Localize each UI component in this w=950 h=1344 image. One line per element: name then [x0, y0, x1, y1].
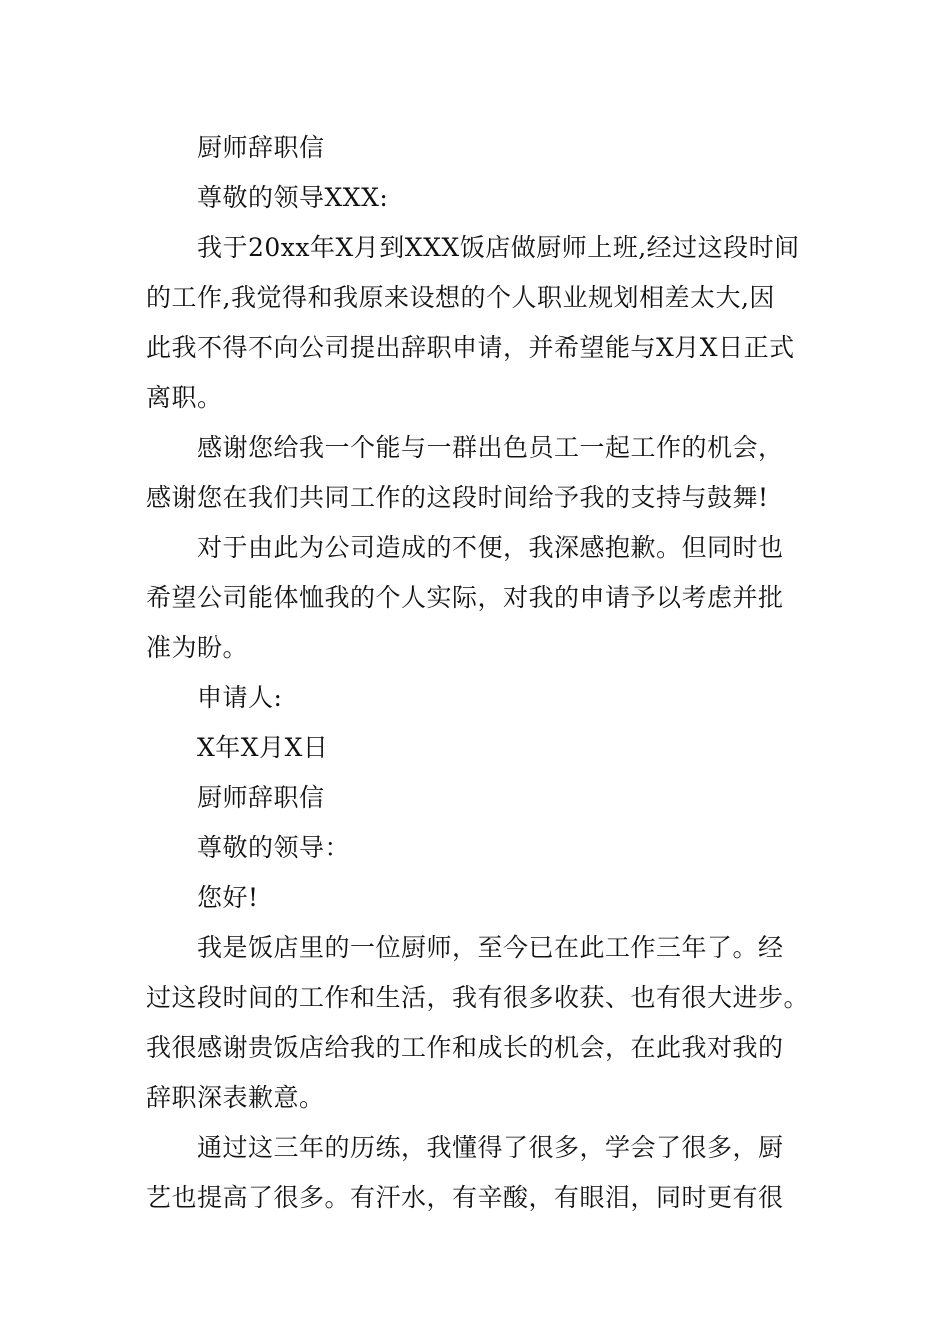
paragraph-line: 辞职深表歉意。	[146, 1083, 325, 1112]
applicant-label: 申请人:	[197, 683, 283, 712]
paragraph-line: 艺也提高了很多。有汗水，有辛酸，有眼泪，同时更有很	[146, 1183, 784, 1212]
paragraph-line: 感谢您在我们共同工作的这段时间给予我的支持与鼓舞!	[146, 483, 769, 512]
salutation: 尊敬的领导：	[197, 833, 351, 862]
paragraph-line: 准为盼。	[146, 633, 249, 662]
paragraph-line: 过这段时间的工作和生活，我有很多收获、也有很大进步。	[146, 983, 810, 1012]
paragraph-line: 此我不得不向公司提出辞职申请，并希望能与X月X日正式	[146, 333, 795, 362]
paragraph-line: 对于由此为公司造成的不便，我深感抱歉。但同时也	[197, 533, 784, 562]
salutation: 尊敬的领导XXX:	[197, 183, 389, 212]
paragraph-line: 我是饭店里的一位厨师，至今已在此工作三年了。经	[197, 933, 784, 962]
letter-body	[146, 123, 836, 1223]
paragraph-line: 我很感谢贵饭店给我的工作和成长的机会，在此我对我的	[146, 1033, 784, 1062]
paragraph-line: 我于20xx年X月到XXX饭店做厨师上班,经过这段时间	[197, 233, 800, 262]
paragraph-line: 通过这三年的历练，我懂得了很多，学会了很多，厨	[197, 1133, 784, 1162]
greeting: 您好!	[197, 883, 259, 912]
letter-title: 厨师辞职信	[197, 783, 325, 812]
paragraph-line: 的工作,我觉得和我原来设想的个人职业规划相差太大,因	[146, 283, 775, 312]
paragraph-line: 离职。	[146, 383, 223, 412]
letter-title: 厨师辞职信	[197, 133, 325, 162]
date-line: X年X月X日	[197, 733, 329, 762]
paragraph-line: 希望公司能体恤我的个人实际，对我的申请予以考虑并批	[146, 583, 784, 612]
paragraph-line: 感谢您给我一个能与一群出色员工一起工作的机会，	[197, 433, 784, 462]
